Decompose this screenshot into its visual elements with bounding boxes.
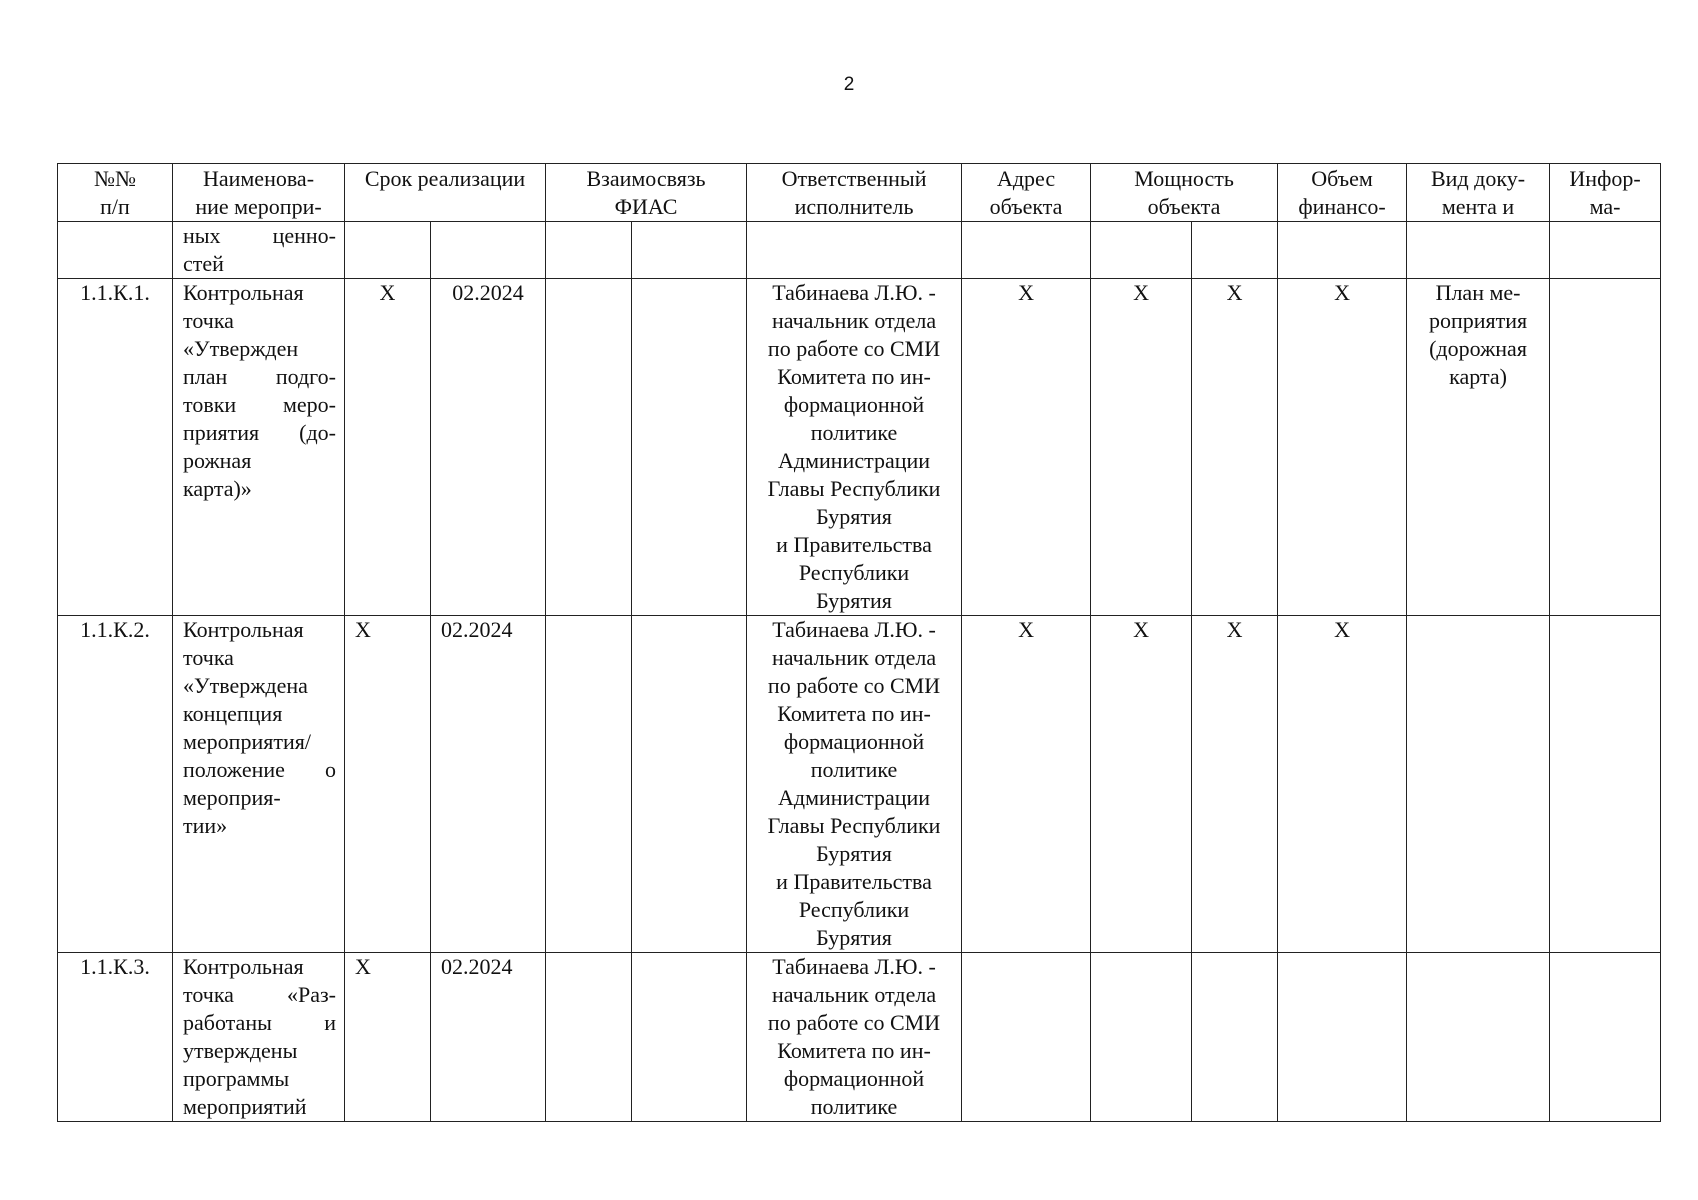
header-address: Адрес объекта bbox=[962, 164, 1091, 222]
table-header-row bbox=[58, 164, 1661, 222]
row-name: Контрольная точка «Утвержден план подго- товки меро- приятия (до- рожная карта)» bbox=[173, 279, 345, 616]
row-num: 1.1.К.3. bbox=[58, 953, 173, 1122]
row-num: 1.1.К.2. bbox=[58, 616, 173, 953]
row-term-end: 02.2024 bbox=[431, 616, 546, 953]
row-capacity-a bbox=[1091, 953, 1192, 1122]
table-row bbox=[58, 616, 1661, 953]
header-num: №№ п/п bbox=[58, 164, 173, 222]
row-term-start: X bbox=[345, 953, 431, 1122]
control-points-table bbox=[57, 163, 1661, 1122]
row-address: X bbox=[962, 279, 1091, 616]
table-row-continuation bbox=[58, 222, 1661, 279]
continuation-name-cell: ных ценно- стей bbox=[173, 222, 345, 279]
page-number: 2 bbox=[843, 74, 855, 95]
row-info bbox=[1550, 616, 1661, 953]
header-capacity: Мощность объекта bbox=[1091, 164, 1278, 222]
header-responsible: Ответственный исполнитель bbox=[747, 164, 962, 222]
header-volume: Объем финансо- bbox=[1278, 164, 1407, 222]
row-responsible: Табинаева Л.Ю. - начальник отдела по работе со СМИ Комитета по ин- формационной политике Администрации Главы Республики Бурятия и Правительства Республики Бурятия bbox=[747, 279, 962, 616]
row-responsible: Табинаева Л.Ю. - начальник отдела по работе со СМИ Комитета по ин- формационной политике bbox=[747, 953, 962, 1122]
table-row bbox=[58, 279, 1661, 616]
row-term-start: X bbox=[345, 279, 431, 616]
row-info bbox=[1550, 953, 1661, 1122]
header-name: Наименова- ние меропри- bbox=[173, 164, 345, 222]
table-row bbox=[58, 953, 1661, 1122]
row-name: Контрольная точка «Утверждена концепция мероприятия/ положение о мероприя- тии» bbox=[173, 616, 345, 953]
row-volume bbox=[1278, 953, 1407, 1122]
row-capacity-a: X bbox=[1091, 279, 1192, 616]
row-num: 1.1.К.1. bbox=[58, 279, 173, 616]
row-capacity-b: X bbox=[1192, 279, 1278, 616]
header-info: Инфор- ма- bbox=[1550, 164, 1661, 222]
row-capacity-b: X bbox=[1192, 616, 1278, 953]
row-address: X bbox=[962, 616, 1091, 953]
row-doc-type bbox=[1407, 953, 1550, 1122]
header-doc-type: Вид доку- мента и bbox=[1407, 164, 1550, 222]
row-address bbox=[962, 953, 1091, 1122]
row-volume: X bbox=[1278, 616, 1407, 953]
row-doc-type: План ме- роприятия (дорожная карта) bbox=[1407, 279, 1550, 616]
row-info bbox=[1550, 279, 1661, 616]
row-name: Контрольная точка «Раз- работаны и утверждены программы мероприятий bbox=[173, 953, 345, 1122]
header-fias: Взаимосвязь ФИАС bbox=[546, 164, 747, 222]
row-term-end: 02.2024 bbox=[431, 279, 546, 616]
row-capacity-a: X bbox=[1091, 616, 1192, 953]
row-volume: X bbox=[1278, 279, 1407, 616]
row-capacity-b bbox=[1192, 953, 1278, 1122]
row-doc-type bbox=[1407, 616, 1550, 953]
header-term: Срок реализации bbox=[345, 164, 546, 222]
row-responsible: Табинаева Л.Ю. - начальник отдела по работе со СМИ Комитета по ин- формационной политике Администрации Главы Республики Бурятия и Правительства Республики Бурятия bbox=[747, 616, 962, 953]
row-term-end: 02.2024 bbox=[431, 953, 546, 1122]
row-term-start: X bbox=[345, 616, 431, 953]
